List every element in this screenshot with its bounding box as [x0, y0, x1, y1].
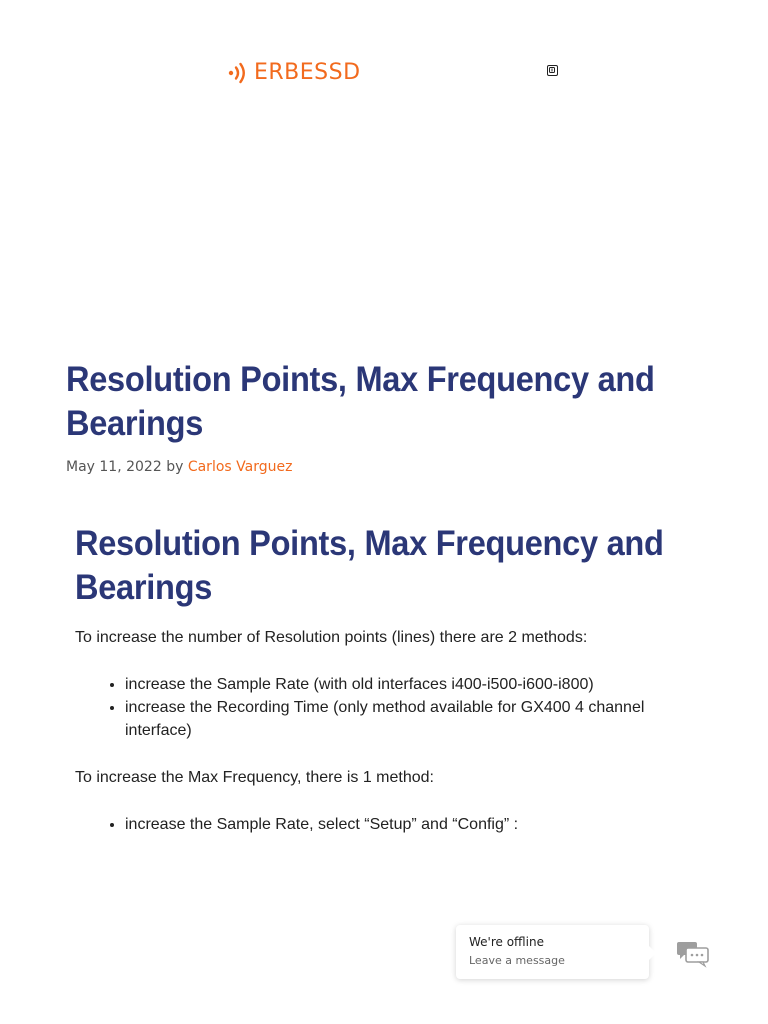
resolution-intro: To increase the number of Resolution points (lines) there are 2 methods: [75, 629, 588, 646]
chat-bubbles-icon [676, 940, 710, 968]
frequency-intro: To increase the Max Frequency, there is 1 method: [75, 769, 434, 786]
post-by-label: by [166, 459, 184, 475]
logo-text: ERBESSD [254, 60, 361, 85]
chat-status: We're offline [469, 935, 544, 949]
post-title: Resolution Points, Max Frequency and Bearings [66, 360, 655, 443]
signal-wave-icon [228, 61, 248, 85]
post-date: May 11, 2022 [66, 459, 162, 475]
resolution-methods-list [75, 673, 665, 742]
chat-leave-message[interactable]: Leave a message [469, 954, 565, 967]
list-item: • increase the Sample Rate, select “Setup” and “Config” : [125, 813, 665, 836]
menu-glyph-icon [548, 66, 556, 74]
post-meta [66, 457, 292, 477]
chat-offline-bubble[interactable] [456, 925, 649, 979]
menu-toggle-icon[interactable] [547, 65, 558, 76]
frequency-methods-list [75, 813, 665, 836]
list-item: • increase the Recording Time (only method available for GX400 4 channel interface) [125, 696, 665, 742]
site-logo[interactable] [228, 60, 361, 86]
chat-icon[interactable] [676, 940, 710, 968]
content-heading: Resolution Points, Max Frequency and Bearings [75, 524, 664, 607]
author-link[interactable]: Carlos Varguez [187, 459, 293, 475]
list-item: • increase the Sample Rate (with old interfaces i400-i500-i600-i800) [125, 673, 665, 696]
